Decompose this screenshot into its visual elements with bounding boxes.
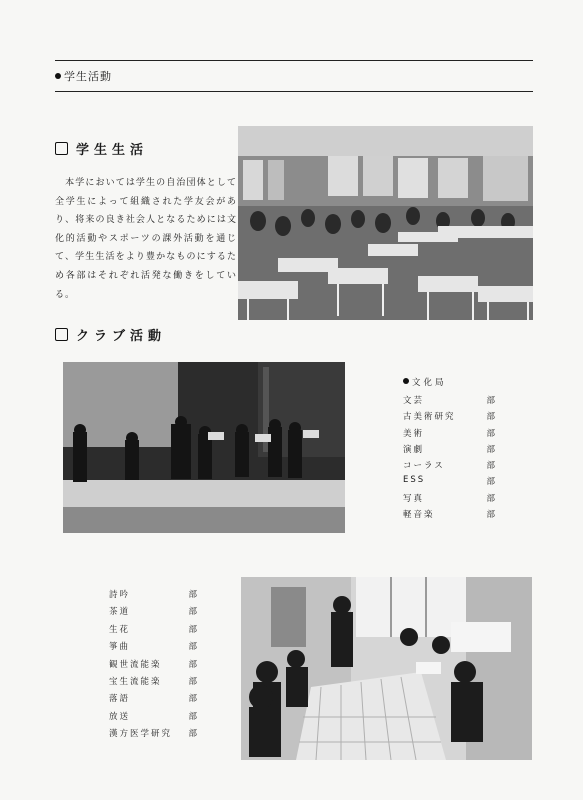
header-rule bbox=[55, 91, 533, 92]
photo-cafeteria bbox=[238, 126, 533, 320]
photo-club-meeting bbox=[241, 577, 532, 760]
bullet-icon bbox=[55, 73, 61, 79]
square-icon bbox=[55, 328, 68, 341]
square-icon bbox=[55, 142, 68, 155]
list-item: 文芸 部 bbox=[403, 396, 497, 406]
photo-band-performance bbox=[63, 362, 345, 533]
section-title-clubs: クラブ活動 bbox=[55, 325, 166, 344]
traditional-club-list bbox=[109, 588, 199, 745]
list-item: 漢方医学研究 部 bbox=[109, 729, 199, 740]
list-item: 詩吟 部 bbox=[109, 590, 199, 600]
list-item: 放送 部 bbox=[109, 711, 199, 722]
bullet-icon bbox=[403, 378, 409, 384]
list-item: 演劇 部 bbox=[403, 444, 497, 455]
culture-club-list bbox=[403, 376, 497, 524]
list-item: 古美術研究 部 bbox=[403, 412, 497, 423]
list-item: 箏曲 部 bbox=[109, 642, 199, 653]
list-item: 茶道 部 bbox=[109, 607, 199, 618]
list-item: 写真 部 bbox=[403, 493, 497, 504]
top-rule bbox=[55, 60, 533, 61]
list-heading: 文化局 bbox=[403, 376, 497, 388]
section-title-student-life: 学生生活 bbox=[55, 139, 148, 158]
header-label: 学生活動 bbox=[64, 70, 112, 83]
list-item: 落語 部 bbox=[109, 694, 199, 705]
list-item: 宝生流能楽 部 bbox=[109, 676, 199, 687]
list-item: コーラス 部 bbox=[403, 461, 497, 472]
list-item: ESS 部 bbox=[403, 475, 497, 488]
list-item: 美術 部 bbox=[403, 428, 497, 439]
page-header bbox=[55, 68, 112, 84]
list-item: 生花 部 bbox=[109, 624, 199, 635]
list-item: 軽音楽 部 bbox=[403, 510, 497, 521]
list-item: 観世流能楽 部 bbox=[109, 659, 199, 670]
intro-paragraph: 本学においては学生の自治団体として全学生によって組織された学友会があり、将来の良き社会人となるためには文化的活動やスポーツの課外活動を通じて、学生生活をより豊かなものにするため各部はそれぞれ活発な働きをしている。 bbox=[55, 178, 237, 300]
